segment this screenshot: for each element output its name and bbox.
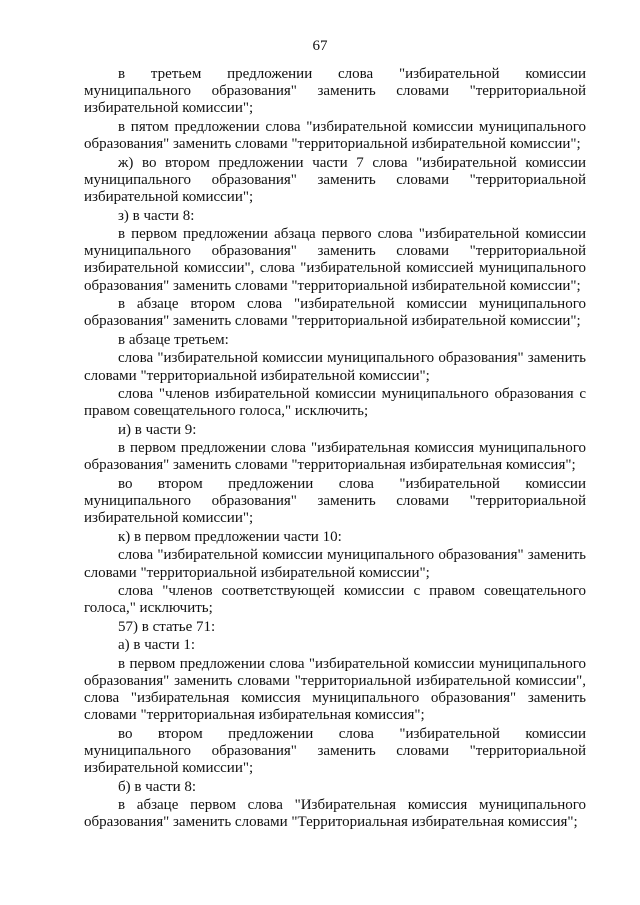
paragraph: з) в части 8: — [118, 207, 195, 224]
paragraph: б) в части 8: — [118, 778, 197, 795]
paragraph: в первом предложении слова "избирательной комиссии муниципального образования" заменить словами "территориальной избирательной комиссии", слова "избирательная комиссия муниципального образования" заменить словами "территориальная избирательная комиссия"; — [84, 655, 586, 724]
page-number: 67 — [312, 38, 328, 54]
paragraph: во втором предложении слова "избирательной комиссии муниципального образования" заменить словами "территориальной избирательной комиссии"; — [84, 475, 586, 527]
paragraph: в абзаце третьем: — [118, 331, 229, 348]
paragraph: слова "членов избирательной комиссии муниципального образования с правом совещательного голоса," исключить; — [84, 386, 586, 420]
paragraph: ж) во втором предложении части 7 слова "избирательной комиссии муниципального образования" заменить словами "территориальной избирательной комиссии"; — [84, 154, 586, 206]
paragraph: слова "избирательной комиссии муниципального образования" заменить словами "территориальной избирательной комиссии"; — [84, 350, 586, 384]
paragraph: в первом предложении абзаца первого слова "избирательной комиссии муниципального образования" заменить словами "территориальной избирательной комиссии", слова "избирательной комиссией муниципального образования" заменить словами "территориальной избирательной комиссии"; — [84, 226, 586, 294]
paragraph: а) в части 1: — [118, 637, 196, 654]
paragraph: в абзаце втором слова "избирательной комиссии муниципального образования" заменить словами "территориальной избирательной комиссии"; — [84, 296, 586, 330]
scan-mark — [594, 892, 618, 899]
paragraph: в пятом предложении слова "избирательной комиссии муниципального образования" заменить словами "территориальной избирательной комиссии"; — [84, 118, 586, 153]
paragraph: к) в первом предложении части 10: — [118, 528, 342, 545]
paragraph: слова "избирательной комиссии муниципального образования" заменить словами "территориальной избирательной комиссии"; — [84, 547, 586, 581]
paragraph: 57) в статье 71: — [118, 618, 216, 635]
paragraph: в третьем предложении слова "избирательной комиссии муниципального образования" заменить словами "территориальной избирательной комиссии"; — [84, 66, 586, 117]
paragraph: слова "членов соответствующей комиссии с правом совещательного голоса," исключить; — [84, 583, 586, 617]
paragraph: во втором предложении слова "избирательной комиссии муниципального образования" заменить словами "территориальной избирательной комиссии"; — [84, 725, 586, 777]
paragraph: в абзаце первом слова "Избирательная комиссия муниципального образования" заменить словами "Территориальная избирательная комиссия"; — [84, 797, 586, 831]
document-body — [84, 66, 586, 833]
paragraph: в первом предложении слова "избирательная комиссия муниципального образования" заменить словами "территориальная избирательная комиссия"; — [84, 440, 586, 474]
paragraph: и) в части 9: — [118, 421, 197, 438]
